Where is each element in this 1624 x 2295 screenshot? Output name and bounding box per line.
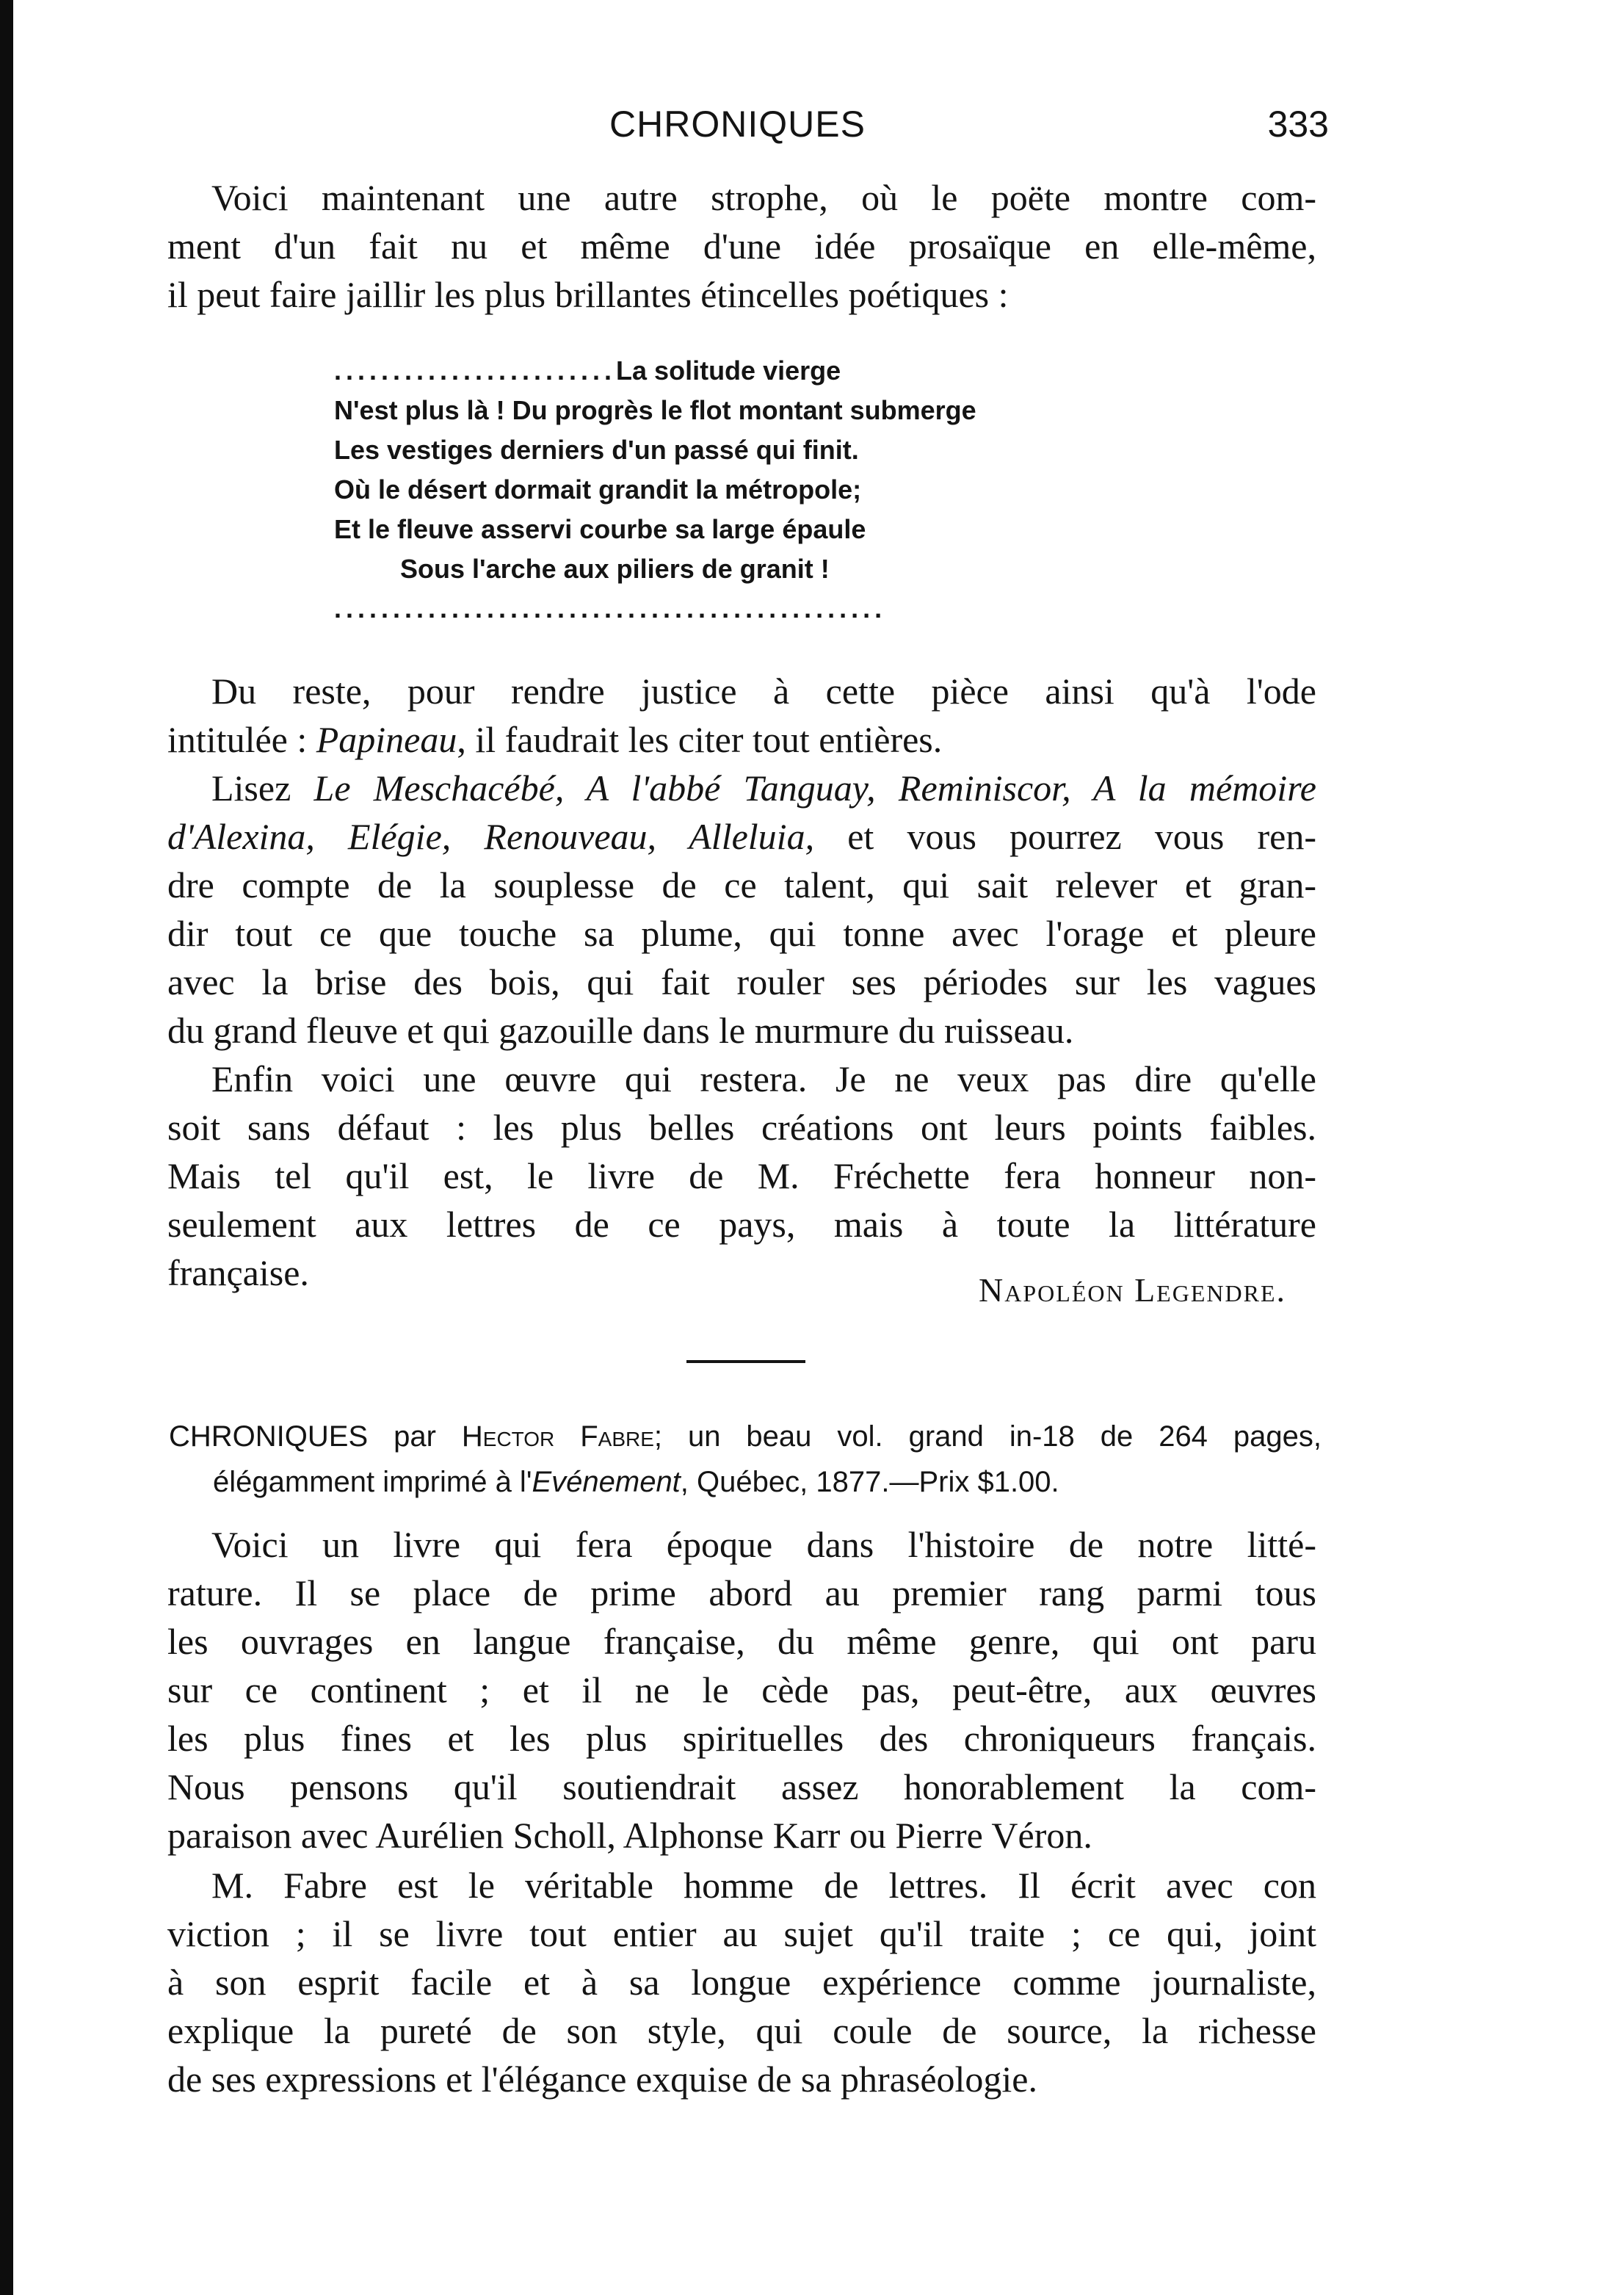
text-line: française. [167,1252,309,1293]
paragraph-reste [167,667,1316,764]
text-line: viction ; il se livre tout entier au sujet qu'il traite ; ce qui, joint [167,1913,1316,1954]
paragraph-voici [167,1520,1316,1860]
text-line: M. Fabre est le véritable homme de lettres. Il écrit avec con [211,1865,1316,1906]
text-fragment: élégamment imprimé à l' [213,1466,532,1498]
text-fragment: et vous pourrez vous ren- [814,816,1316,857]
poem-line [334,351,1112,391]
text-fragment: intitulée : [167,719,316,760]
paragraph-fabre [167,1861,1316,2103]
text-line [167,715,1316,764]
text-line: soit sans défaut : les plus belles créations ont leurs points faibles. [167,1107,1316,1148]
book-title: CHRONIQUES [169,1420,369,1453]
text-line: les ouvrages en langue française, du même genre, qui ont paru [167,1621,1316,1662]
text-line: Nous pensons qu'il soutiendrait assez honorablement la com- [167,1766,1316,1807]
poem-line: Les vestiges derniers d'un passé qui finit. [334,435,859,465]
publisher-name: Evénement [532,1466,681,1498]
text-line: à son esprit facile et à sa longue expérience comme journaliste, [167,1962,1316,2003]
intro-paragraph [167,173,1316,319]
text-line [167,812,1316,861]
page-edge [0,0,13,2295]
text-line: paraison avec Aurélien Scholl, Alphonse Karr ou Pierre Véron. [167,1815,1092,1856]
book-author: Hector Fabre [461,1420,654,1453]
book-reference-line [169,1414,1322,1459]
text-line [167,764,1316,812]
ellipsis-dots: ............................................... [334,593,887,624]
text-line: il peut faire jaillir les plus brillantes étincelles poétiques : [167,274,1009,315]
italic-titles: Le Meschacébé, A l'abbé Tanguay, Reminiscor, A la mémoire [313,767,1316,809]
running-head [169,103,1329,147]
book-reference [169,1414,1322,1505]
paragraph-lisez [167,764,1316,1055]
text-line: seulement aux lettres de ce pays, mais à toute la littérature [167,1204,1316,1245]
italic-titles: d'Alexina, Elégie, Renouveau, Alleluia, [167,816,815,857]
text-line: avec la brise des bois, qui fait rouler ses périodes sur les vagues [167,961,1316,1002]
text-fragment: , Québec, 1877.—Prix $1.00. [680,1466,1059,1498]
poem-line: Sous l'arche aux piliers de granit ! [400,554,830,584]
italic-title: Papineau [316,719,457,760]
poem-line: N'est plus là ! Du progrès le flot montant submerge [334,395,976,425]
text-line: dre compte de la souplesse de ce talent, qui sait relever et gran- [167,864,1316,906]
text-line: ment d'un fait nu et même d'une idée prosaïque en elle-même, [167,225,1316,267]
section-divider [686,1360,805,1363]
text-line: sur ce continent ; et il ne le cède pas, peut-être, aux œuvres [167,1669,1316,1710]
poem-line: Où le désert dormait grandit la métropole; [334,474,862,505]
text-line: Voici un livre qui fera époque dans l'histoire de notre litté- [211,1524,1316,1565]
poem-line-text: La solitude vierge [616,355,841,386]
text-line: Du reste, pour rendre justice à cette pièce ainsi qu'à l'ode [211,671,1316,712]
text-line: Mais tel qu'il est, le livre de M. Fréchette fera honneur non- [167,1155,1316,1196]
running-title: CHRONIQUES [609,104,866,145]
text-line: du grand fleuve et qui gazouille dans le murmure du ruisseau. [167,1010,1074,1051]
text-fragment: par [368,1420,462,1453]
page-number: 333 [1267,104,1329,145]
book-reference-line [169,1459,1322,1505]
poem-excerpt [334,351,1112,629]
poem-line: Et le fleuve asservi courbe sa large épaule [334,514,866,544]
text-line: les plus fines et les plus spirituelles des chroniqueurs français. [167,1718,1316,1759]
ellipsis-dots: ........................ [334,355,617,386]
text-line: dir tout ce que touche sa plume, qui tonne avec l'orage et pleure [167,913,1316,954]
text-line: Voici maintenant une autre strophe, où le poëte montre com- [211,177,1316,218]
text-line: de ses expressions et l'élégance exquise de sa phraséologie. [167,2059,1037,2100]
text-fragment: , il faudrait les citer tout entières. [457,719,943,760]
book-details: ; un beau vol. grand in-18 de 264 pages, [653,1420,1322,1453]
paragraph-enfin [167,1055,1316,1297]
text-line: rature. Il se place de prime abord au premier rang parmi tous [167,1572,1316,1613]
author-signature: Napoléon Legendre. [979,1271,1286,1309]
text-line: explique la pureté de son style, qui coule de source, la richesse [167,2010,1316,2051]
text-line: Enfin voici une œuvre qui restera. Je ne veux pas dire qu'elle [211,1058,1316,1099]
text-fragment: Lisez [211,767,314,809]
